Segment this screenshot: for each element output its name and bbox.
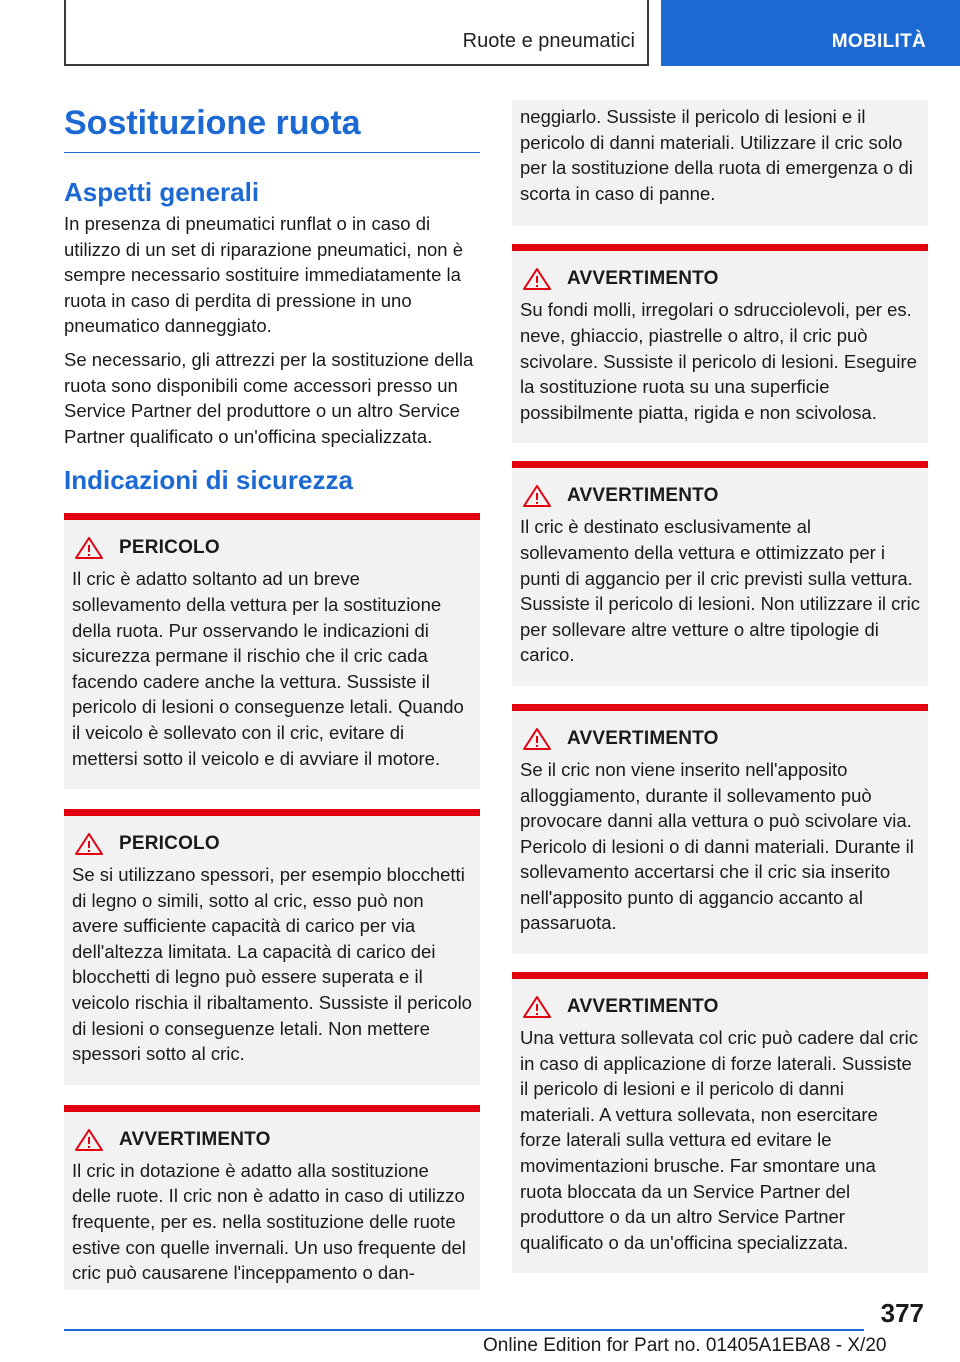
warning-box-4 <box>512 244 928 443</box>
warning-title: AVVERTIMENTO <box>567 485 719 507</box>
warning-triangle-icon <box>72 832 106 856</box>
section-title: MOBILITÀ <box>831 31 926 52</box>
warning-header <box>520 993 920 1021</box>
warning-text: Se si utilizzano spessori, per esempio blocchetti di legno o simili, sotto al cric, esso può non avere sufficiente capacità di carico per via dell'altezza limitata. La capacità di carico dei blocchetti di legno può essere superata e il veicolo rischia il ribaltamento. Sussiste il pericolo di lesioni o conseguenze letali. Non mettere spessori sotto al cric. <box>72 864 472 1065</box>
warning-triangle-icon <box>72 536 106 560</box>
warning-box-6 <box>512 704 928 954</box>
warning-text: Una vettura sollevata col cric può cadere dal cric in caso di applicazione di forze laterali. Sussiste il pericolo di lesioni e il pericolo di danni materiali. A vettura sollevata, non esercitare forze laterali sulla vettura ed evitare le movimentazioni brusche. Far smontare una ruota bloccata da un Service Partner del produttore o da un altro Service Partner qualificato o da un'officina specializzata. <box>520 1027 918 1253</box>
warning-text: Su fondi molli, irregolari o sdrucciolevoli, per es. neve, ghiaccio, piastrelle o altro, il cric può scivolare. Sussiste il pericolo di lesioni. Eseguire la sostituzione ruota su una superficie possibilmente piatta, rigida e non scivolosa. <box>520 299 917 423</box>
warning-text: Il cric è destinato esclusivamente al sollevamento della vettura e ottimizzato per i punti di aggancio per il cric previsti sulla vettura. Sussiste il pericolo di lesioni. Non utilizzare il cric per sollevare altre vetture o altre tipologie di carico. <box>520 516 920 666</box>
danger-box-2 <box>64 809 480 1085</box>
left-column <box>64 100 480 1290</box>
warning-title: AVVERTIMENTO <box>567 268 719 290</box>
page-number: 377 <box>880 1298 924 1328</box>
warning-title: AVVERTIMENTO <box>567 727 719 749</box>
warning-header <box>520 725 920 753</box>
section-tab <box>661 0 960 66</box>
general-paragraph-1: In presenza di pneumatici runflat o in caso di utilizzo di un set di riparazione pneumatici, non è sempre necessario sostituire immediatamente la ruota in caso di perdita di pressione in uno pneumatico danneggiato. <box>64 213 464 337</box>
warning-header <box>520 265 920 293</box>
safety-heading: Indicazioni di sicurezza <box>64 465 353 496</box>
warning-triangle-icon <box>520 727 554 751</box>
danger-box-1 <box>64 513 480 789</box>
warning-box-3-continued <box>512 100 928 226</box>
general-paragraph-2: Se necessario, gli attrezzi per la sostituzione della ruota sono disponibili come accessori presso un Service Partner del produttore o un altro Service Partner qualificato o un'officina specializzata. <box>64 348 474 447</box>
page-title: Sostituzione ruota <box>64 100 480 153</box>
warning-text: Il cric è adatto soltanto ad un breve sollevamento della vettura per la sostituzione della ruota. Pur osservando le indicazioni di sicurezza permane il rischio che il cric cada facendo cadere anche la vettura. Sussiste il pericolo di lesioni o conseguenze letali. Quando il veicolo è sollevato con il cric, evitare di mettersi sotto il veicolo e di avviare il motore. <box>72 568 464 769</box>
warning-title: AVVERTIMENTO <box>119 1128 271 1150</box>
warning-header <box>520 482 920 510</box>
warning-text-part-1: Il cric in dotazione è adatto alla sostituzione delle ruote. Il cric non è adatto in caso di utilizzo frequente, per es. nella sostituzione delle ruote estive con quelle invernali. Un uso frequente del cric può causarene l'inceppamento o dan- <box>72 1159 466 1284</box>
warning-triangle-icon <box>520 267 554 291</box>
page-header <box>0 0 960 66</box>
warning-header <box>72 1126 472 1154</box>
warning-title: PERICOLO <box>119 833 220 855</box>
warning-box-3 <box>64 1105 480 1290</box>
warning-triangle-icon <box>72 1128 106 1152</box>
general-heading: Aspetti generali <box>64 177 260 207</box>
warning-box-5 <box>512 461 928 686</box>
edition-note: Online Edition for Part no. 01405A1EBA8 - X/20 <box>483 1335 887 1356</box>
warning-header <box>72 830 472 858</box>
warning-header <box>72 534 472 562</box>
footer-divider <box>64 1329 864 1331</box>
warning-text-part-2: neggiarlo. Sussiste il pericolo di lesioni e il pericolo di danni materiali. Utilizzare il cric solo per la sostituzione della ruota di emergenza o di scorta in caso di panne. <box>520 106 913 204</box>
right-column <box>512 100 928 1273</box>
warning-triangle-icon <box>520 995 554 1019</box>
warning-title: PERICOLO <box>119 537 220 559</box>
warning-triangle-icon <box>520 484 554 508</box>
warning-text: Se il cric non viene inserito nell'apposito alloggiamento, durante il sollevamento può provocare danni alla vettura o può scivolare via. Pericolo di lesioni o di danni materiali. Durante il sollevamento accertarsi che il cric sia inserito nell'apposito punto di aggancio accanto al passaruota. <box>520 758 914 934</box>
chapter-title: Ruote e pneumatici <box>462 30 635 52</box>
chapter-box <box>64 0 649 66</box>
warning-box-7 <box>512 972 928 1273</box>
warning-title: AVVERTIMENTO <box>567 996 719 1018</box>
